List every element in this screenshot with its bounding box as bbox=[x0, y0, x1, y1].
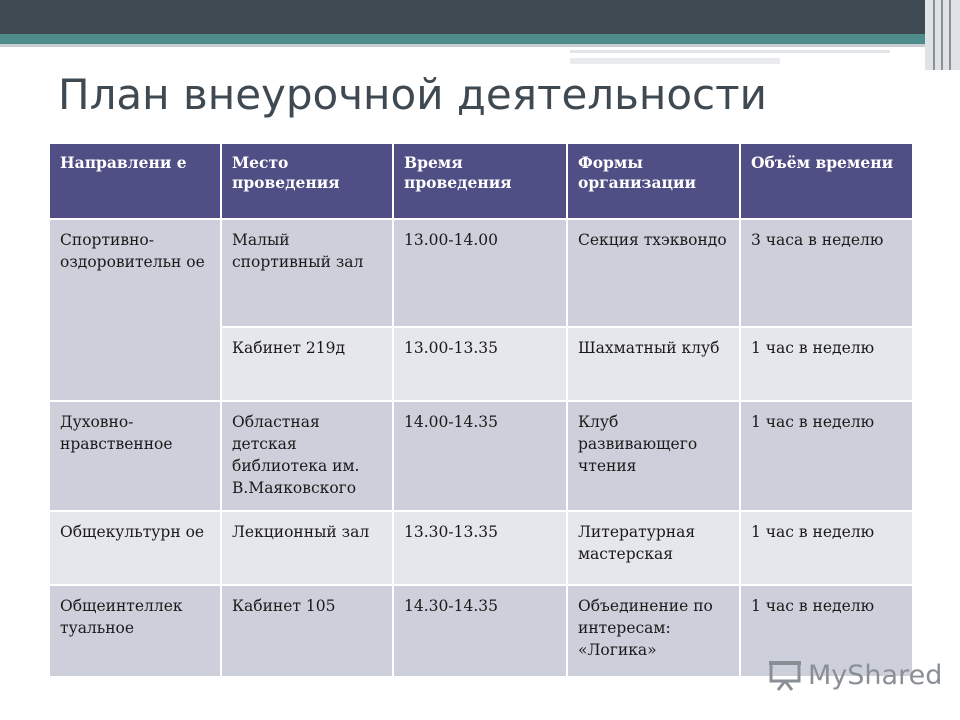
top-gray-stripe bbox=[0, 44, 960, 47]
cell-place: Областная детская библиотека им. В.Маяковского bbox=[221, 401, 393, 511]
cell-place: Кабинет 105 bbox=[221, 585, 393, 677]
cell-time: 14.00-14.35 bbox=[393, 401, 567, 511]
decorative-line bbox=[570, 58, 780, 64]
cell-form: Секция тхэквондо bbox=[567, 219, 740, 327]
cell-time: 13.00-13.35 bbox=[393, 327, 567, 401]
table-row bbox=[49, 401, 913, 511]
header-direction: Направлени е bbox=[49, 143, 221, 219]
watermark bbox=[768, 655, 942, 695]
header-time: Время проведения bbox=[393, 143, 567, 219]
cell-volume: 1 час в неделю bbox=[740, 585, 913, 677]
watermark-text: MyShared bbox=[808, 659, 943, 691]
table-row bbox=[49, 511, 913, 585]
cell-direction: Общеинтеллек туальное bbox=[49, 585, 221, 677]
header-place: Место проведения bbox=[221, 143, 393, 219]
cell-volume: 3 часа в неделю bbox=[740, 219, 913, 327]
cell-time: 13.30-13.35 bbox=[393, 511, 567, 585]
cell-direction: Спортивно- оздоровительн ое bbox=[49, 219, 221, 401]
cell-form: Объединение по интересам: «Логика» bbox=[567, 585, 740, 677]
decorative-corner bbox=[925, 0, 960, 70]
cell-volume: 1 час в неделю bbox=[740, 511, 913, 585]
cell-place: Лекционный зал bbox=[221, 511, 393, 585]
cell-form: Шахматный клуб bbox=[567, 327, 740, 401]
cell-volume: 1 час в неделю bbox=[740, 401, 913, 511]
cell-place: Малый спортивный зал bbox=[221, 219, 393, 327]
table-row bbox=[49, 219, 913, 327]
top-bar bbox=[0, 0, 960, 34]
table-header-row bbox=[49, 143, 913, 219]
cell-time: 14.30-14.35 bbox=[393, 585, 567, 677]
cell-volume: 1 час в неделю bbox=[740, 327, 913, 401]
top-accent-stripe bbox=[0, 34, 960, 44]
presentation-icon bbox=[768, 659, 802, 691]
cell-direction: Общекультурн ое bbox=[49, 511, 221, 585]
activity-plan-table bbox=[48, 142, 914, 678]
cell-form: Литературная мастерская bbox=[567, 511, 740, 585]
cell-place: Кабинет 219д bbox=[221, 327, 393, 401]
cell-direction: Духовно- нравственное bbox=[49, 401, 221, 511]
page-title: План внеурочной деятельности bbox=[58, 70, 767, 119]
header-form: Формы организации bbox=[567, 143, 740, 219]
cell-form: Клуб развивающего чтения bbox=[567, 401, 740, 511]
header-volume: Объём времени bbox=[740, 143, 913, 219]
decorative-line bbox=[570, 50, 890, 53]
cell-time: 13.00-14.00 bbox=[393, 219, 567, 327]
